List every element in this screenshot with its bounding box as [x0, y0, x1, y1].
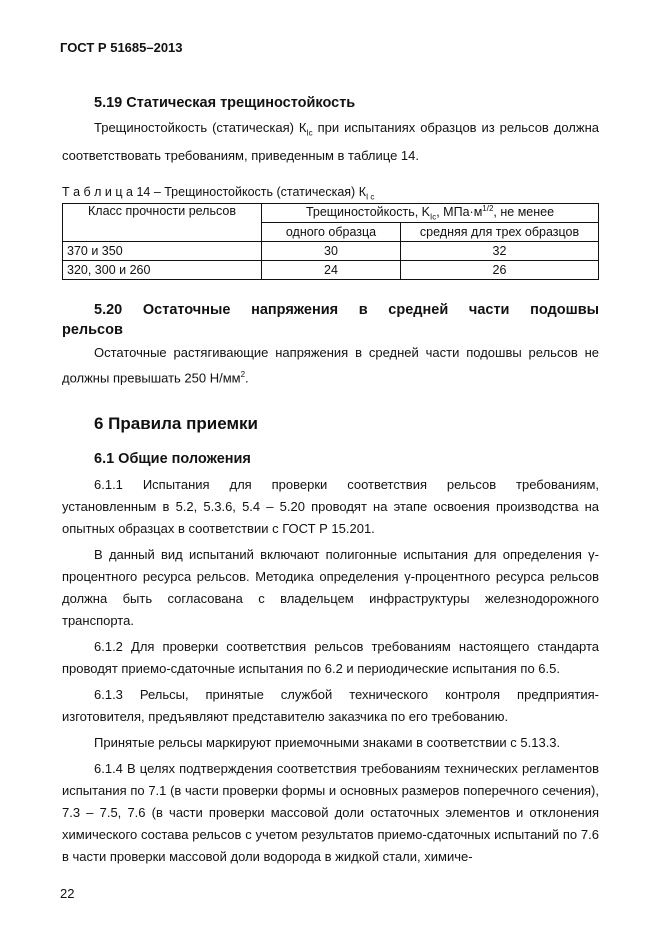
- table-header-group: Трещиностойкость, $K_{Ic}$, $МПа\cdot м^{1/2}$, не менее: [262, 204, 599, 223]
- table-cell-single: 30: [262, 242, 401, 261]
- table-cell-class: 320, 300 и 260: [63, 261, 262, 280]
- paragraph-6-1-2: 6.1.2 Для проверки соответствия рельсов требованиям настоящего стандарта проводят приемо-сдаточные испытания по 6.2 и периодические испытания по 6.5.: [62, 639, 599, 676]
- table-row: [63, 261, 599, 280]
- table-14-caption: Т а б л и ц а 14 – Трещиностойкость (статическая) $К_{I c}$: [62, 185, 375, 202]
- paragraph-6-1-3-cont: Принятые рельсы маркируют приемочными знаками в соответствии с 5.13.3.: [94, 735, 561, 750]
- table-14: [62, 203, 599, 280]
- paragraph-6-1-4: 6.1.4 В целях подтверждения соответствия требованиям технических регламентов испытания по 7.1 (в части проверки формы и основных размеров поперечного сечения), 7.3 – 7.5, 7.6 (в части проверки массовой доли остаточных элементов и отклонения химического состава рельсов с учетом результатов приемо-сдаточных испытаний по 7.6 в части проверки массовой доли водорода в жидкой стали, химиче-: [62, 761, 599, 864]
- paragraph-6-1-3: 6.1.3 Рельсы, принятые службой технического контроля предприятия-изготовителя, предъявляют представителю заказчика по его требованию.: [62, 687, 599, 724]
- section-6-1-title: 6.1 Общие положения: [94, 451, 251, 467]
- section-5-19-title: 5.19 Статическая трещиностойкость: [94, 95, 356, 111]
- page-number: 22: [60, 886, 75, 901]
- section-5-19-text: Трещиностойкость (статическая) $К_{Ic}$ при испытаниях образцов из рельсов должна соответствовать требованиям, приведенным в таблице 14.: [62, 120, 599, 163]
- table-header-single: одного образца: [262, 223, 401, 242]
- section-5-20-title: 5.20 Остаточные напряжения в средней части подошвы: [94, 302, 599, 318]
- document-header: ГОСТ Р 51685–2013: [60, 40, 183, 55]
- section-5-20-title-cont: рельсов: [62, 322, 123, 338]
- section-6-title: 6 Правила приемки: [94, 414, 258, 433]
- table-header-class: Класс прочности рельсов: [63, 204, 262, 242]
- table-cell-average: 32: [401, 242, 599, 261]
- table-cell-single: 24: [262, 261, 401, 280]
- paragraph-6-1-1: 6.1.1 Испытания для проверки соответствия рельсов требованиям, установленным в 5.2, 5.3.6, 5.4 – 5.20 проводят на этапе освоения производства на опытных образцах в соответствии с ГОСТ Р 15.201.: [62, 477, 599, 536]
- paragraph-6-1-1-cont: В данный вид испытаний включают полигонные испытания для определения γ-процентного ресурса рельсов. Методика определения γ-процентного ресурса рельсов должна быть согласована с владельцем инфраструктуры железнодорожного транспорта.: [62, 547, 599, 628]
- table-cell-average: 26: [401, 261, 599, 280]
- table-row: [63, 242, 599, 261]
- section-5-20-text: Остаточные растягивающие напряжения в средней части подошвы рельсов не должны превышать 250 $Н/мм^2$.: [62, 345, 599, 386]
- table-cell-class: 370 и 350: [63, 242, 262, 261]
- section-6-1-body: [62, 474, 599, 868]
- table-header-average: средняя для трех образцов: [401, 223, 599, 242]
